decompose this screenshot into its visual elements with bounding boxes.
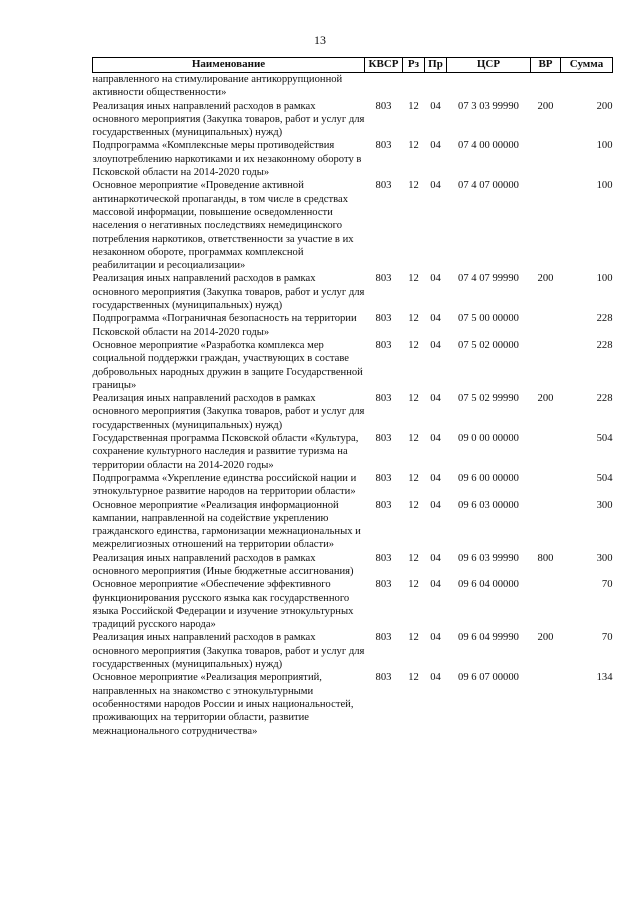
table-body	[93, 73, 613, 738]
cell-sum: 228	[596, 393, 613, 405]
cell-name: Подпрограмма «Пограничная безопасность на территории Псковской области на 2014-2020 годы»	[92, 313, 357, 338]
table-row	[93, 432, 613, 472]
cell-vr: 200	[537, 632, 554, 644]
table-row	[93, 100, 613, 140]
cell-csr: 07 5 02 00000	[458, 339, 519, 351]
cell-csr: 07 3 03 99990	[458, 100, 519, 112]
cell-csr: 07 5 00 00000	[458, 313, 519, 325]
cell-pr: 04	[430, 393, 441, 405]
cell-kvsr: 803	[375, 339, 392, 351]
cell-sum: 100	[596, 180, 613, 192]
cell-rz: 12	[408, 579, 419, 591]
cell-csr: 07 4 07 99990	[458, 273, 519, 285]
table-row	[93, 139, 613, 179]
cell-name: Реализация иных направлений расходов в рамках основного мероприятия (Закупка товаров, работ и услуг для государственных (муниципальных) нужд)	[92, 100, 365, 139]
cell-rz	[403, 73, 425, 100]
cell-sum: 200	[596, 100, 613, 112]
cell-name: Основное мероприятие «Проведение активной антинаркотической пропаганды, в том числе в средствах массовой информации, повышение осведомленности населения о негативных последствиях немедицинского потребления наркотиков, ответственности за участие в их незаконном обороте, программах комплексной реабилитации и ресоциализации»	[92, 180, 354, 272]
header-name: Наименование	[93, 58, 365, 73]
cell-kvsr: 803	[375, 552, 392, 564]
cell-kvsr: 803	[375, 499, 392, 511]
cell-rz: 12	[408, 632, 419, 644]
cell-pr: 04	[430, 433, 441, 445]
cell-name: Реализация иных направлений расходов в рамках основного мероприятия (Закупка товаров, работ и услуг для государственных (муниципальных) нужд)	[92, 273, 365, 312]
cell-pr: 04	[430, 313, 441, 325]
cell-csr: 09 6 04 99990	[458, 632, 519, 644]
cell-rz: 12	[408, 339, 419, 351]
cell-name: Основное мероприятие «Реализация информационной кампании, направленной на содействие укреплению гражданского единства, гармонизации межнациональных и межрелигиозных отношений на территории области»	[92, 499, 361, 551]
cell-pr: 04	[430, 180, 441, 192]
cell-vr	[531, 179, 561, 272]
cell-rz: 12	[408, 273, 419, 285]
cell-vr: 800	[537, 552, 554, 564]
cell-rz: 12	[408, 313, 419, 325]
cell-kvsr: 803	[375, 140, 392, 152]
cell-rz: 12	[408, 140, 419, 152]
header-pr: Пр	[425, 58, 447, 73]
cell-kvsr	[365, 73, 403, 100]
cell-kvsr: 803	[375, 313, 392, 325]
cell-pr: 04	[430, 499, 441, 511]
cell-rz: 12	[408, 393, 419, 405]
table-row	[93, 552, 613, 579]
cell-name: Подпрограмма «Комплексные меры противодействия злоупотреблению наркотиками и их незаконному обороту в Псковской области на 2014-2020 годы»	[92, 140, 362, 179]
cell-kvsr: 803	[375, 632, 392, 644]
cell-pr: 04	[430, 472, 441, 484]
cell-pr: 04	[430, 140, 441, 152]
cell-vr	[531, 472, 561, 499]
header-rz: Рз	[403, 58, 425, 73]
cell-kvsr: 803	[375, 100, 392, 112]
cell-csr: 09 6 00 00000	[458, 472, 519, 484]
cell-kvsr: 803	[375, 472, 392, 484]
cell-sum: 300	[596, 499, 613, 511]
cell-csr: 07 4 07 00000	[458, 180, 519, 192]
page-number: 13	[314, 33, 326, 47]
cell-sum: 100	[596, 140, 613, 152]
cell-vr: 200	[537, 100, 554, 112]
header-sum: Сумма	[561, 58, 613, 73]
cell-name: Государственная программа Псковской области «Культура, сохранение культурного наследия и развитие туризма на территории области на 2014-2020 годы»	[92, 433, 359, 471]
table-row	[93, 671, 613, 737]
header-csr: ЦСР	[447, 58, 531, 73]
cell-pr: 04	[430, 100, 441, 112]
cell-sum: 504	[596, 472, 613, 484]
cell-kvsr: 803	[375, 433, 392, 445]
cell-sum: 504	[596, 433, 613, 445]
cell-pr: 04	[430, 632, 441, 644]
cell-rz: 12	[408, 472, 419, 484]
cell-pr: 04	[430, 579, 441, 591]
cell-vr	[531, 339, 561, 392]
cell-csr: 09 6 04 00000	[458, 579, 519, 591]
cell-name: Подпрограмма «Укрепление единства российской нации и этнокультурное развитие народов на территории области»	[92, 472, 357, 498]
cell-kvsr: 803	[375, 180, 392, 192]
cell-sum: 228	[596, 339, 613, 351]
cell-name: Основное мероприятие «Разработка комплекса мер социальной поддержки граждан, участвующих в составе добровольных народных дружин в защите Государственной границы»	[92, 339, 363, 391]
table-header-row	[93, 58, 613, 73]
cell-pr: 04	[430, 339, 441, 351]
cell-rz: 12	[408, 433, 419, 445]
table-row	[93, 499, 613, 552]
cell-name: Реализация иных направлений расходов в рамках основного мероприятия (Закупка товаров, работ и услуг для государственных (муниципальных) нужд)	[92, 393, 365, 431]
cell-vr	[531, 73, 561, 100]
cell-csr	[447, 73, 531, 100]
cell-name: направленного на стимулирование антикоррупционной активности общественности»	[92, 74, 343, 99]
cell-csr: 07 5 02 99990	[458, 393, 519, 405]
cell-vr	[531, 139, 561, 179]
cell-sum	[561, 73, 613, 100]
table-row	[93, 472, 613, 499]
cell-sum: 300	[596, 552, 613, 564]
cell-csr: 09 6 03 99990	[458, 552, 519, 564]
table-row	[93, 392, 613, 432]
cell-csr: 09 6 07 00000	[458, 672, 519, 684]
cell-csr: 07 4 00 00000	[458, 140, 519, 152]
table-row	[93, 179, 613, 272]
cell-kvsr: 803	[375, 672, 392, 684]
table-row	[93, 272, 613, 312]
cell-sum: 228	[596, 313, 613, 325]
cell-pr: 04	[430, 672, 441, 684]
cell-vr	[531, 499, 561, 552]
cell-vr	[531, 578, 561, 631]
cell-sum: 100	[596, 273, 613, 285]
cell-sum: 70	[601, 632, 613, 644]
cell-pr: 04	[430, 552, 441, 564]
cell-csr: 09 6 03 00000	[458, 499, 519, 511]
cell-vr	[531, 671, 561, 737]
table-row	[93, 631, 613, 671]
cell-rz: 12	[408, 672, 419, 684]
budget-table	[92, 57, 613, 738]
cell-kvsr: 803	[375, 273, 392, 285]
cell-kvsr: 803	[375, 393, 392, 405]
cell-sum: 134	[596, 672, 613, 684]
cell-pr	[425, 73, 447, 100]
cell-rz: 12	[408, 499, 419, 511]
cell-rz: 12	[408, 180, 419, 192]
cell-vr	[531, 432, 561, 472]
table-row	[93, 339, 613, 392]
cell-vr	[531, 312, 561, 339]
cell-name: Основное мероприятие «Реализация мероприятий, направленных на знакомство с этнокультурными особенностями народов России и иных национальностей, проживающих на территории области, развитие межнационального сотрудничества»	[92, 672, 354, 737]
cell-rz: 12	[408, 552, 419, 564]
cell-sum: 70	[601, 579, 613, 591]
table-row	[93, 312, 613, 339]
cell-vr: 200	[537, 393, 554, 405]
table-row	[93, 578, 613, 631]
header-vr: ВР	[531, 58, 561, 73]
cell-vr: 200	[537, 273, 554, 285]
cell-name: Реализация иных направлений расходов в рамках основного мероприятия (Иные бюджетные ассигнования)	[92, 552, 354, 577]
cell-pr: 04	[430, 273, 441, 285]
cell-name: Реализация иных направлений расходов в рамках основного мероприятия (Закупка товаров, работ и услуг для государственных (муниципальных) нужд)	[92, 632, 365, 671]
header-kvsr: КВСР	[365, 58, 403, 73]
cell-kvsr: 803	[375, 579, 392, 591]
cell-csr: 09 0 00 00000	[458, 433, 519, 445]
cell-rz: 12	[408, 100, 419, 112]
table-row	[93, 73, 613, 100]
cell-name: Основное мероприятие «Обеспечение эффективного функционирования русского языка как государственного языка Российской Федерации и изучение этнокультурных традиций русского народа»	[92, 579, 354, 631]
